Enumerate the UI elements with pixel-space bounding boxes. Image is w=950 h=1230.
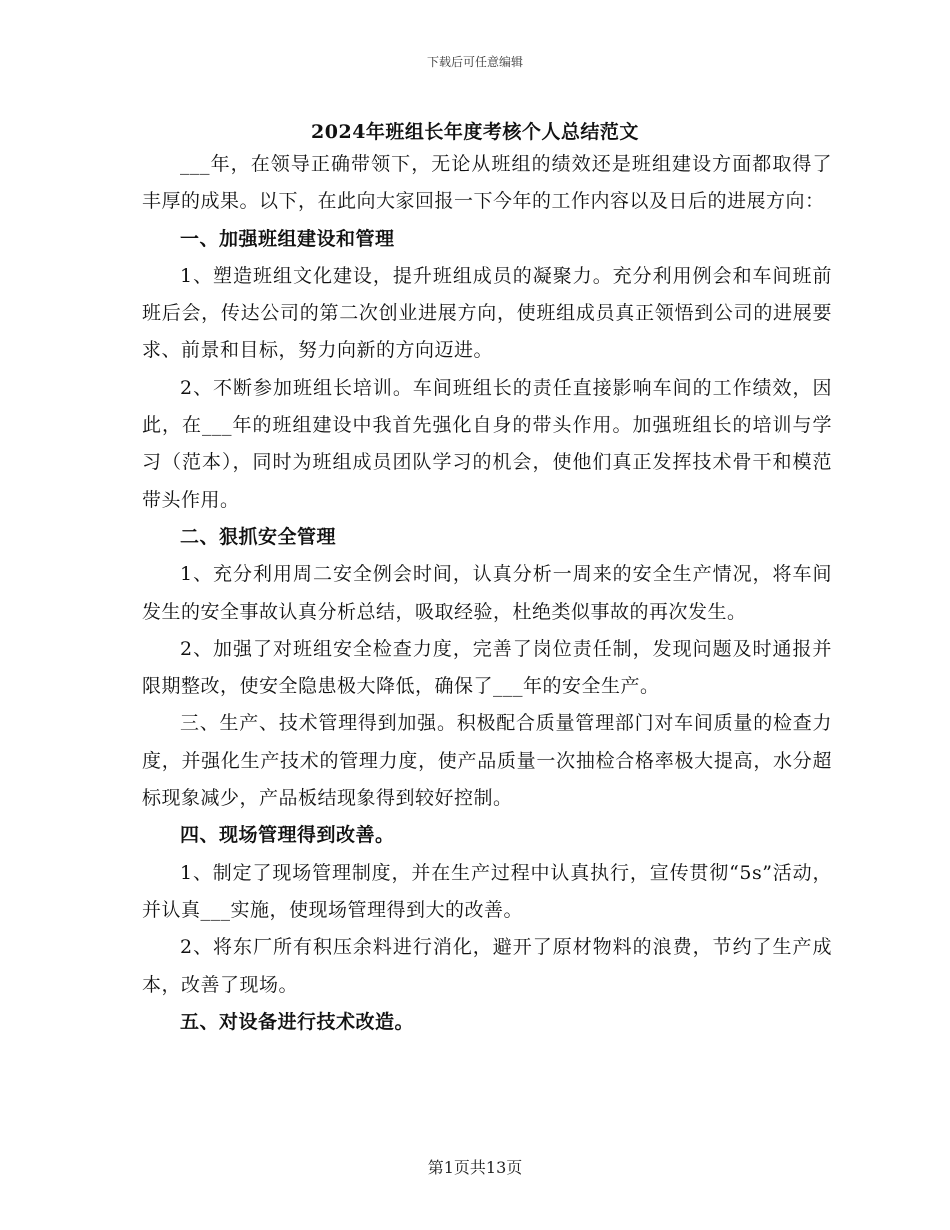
body-paragraph: 1、充分利用周二安全例会时间，认真分析一周来的安全生产情况，将车间发生的安全事故认真分析总结，吸取经验，杜绝类似事故的再次发生。 (142, 563, 832, 623)
section-heading-5: 五、对设备进行技术改造。 (180, 1010, 415, 1033)
section-heading-2: 二、狠抓安全管理 (180, 525, 337, 548)
body-paragraph: 1、制定了现场管理制度，并在生产过程中认真执行，宣传贯彻“5s”活动，并认真___实施，使现场管理得到大的改善。 (142, 861, 832, 921)
document-body (142, 146, 832, 1041)
body-paragraph: 1、塑造班组文化建设，提升班组成员的凝聚力。充分利用例会和车间班前班后会，传达公司的第二次创业进展方向，使班组成员真正领悟到公司的进展要求、前景和目标，努力向新的方向迈进。 (142, 264, 832, 362)
body-paragraph: 2、不断参加班组长培训。车间班组长的责任直接影响车间的工作绩效，因此，在___年的班组建设中我首先强化自身的带头作用。加强班组长的培训与学习（范本），同时为班组成员团队学习的机会，使他们真正发挥技术骨干和模范带头作用。 (142, 376, 832, 511)
section-heading-1: 一、加强班组建设和管理 (180, 227, 395, 250)
body-paragraph: 2、将东厂所有积压余料进行消化，避开了原材物料的浪费，节约了生产成本，改善了现场。 (142, 936, 832, 996)
body-paragraph: 三、生产、技术管理得到加强。积极配合质量管理部门对车间质量的检查力度，并强化生产技术的管理力度，使产品质量一次抽检合格率极大提高，水分超标现象减少，产品板结现象得到较好控制。 (142, 712, 832, 810)
document-title: 2024年班组长年度考核个人总结范文 (311, 121, 639, 143)
download-note: 下载后可任意编辑 (426, 55, 523, 69)
body-paragraph: 2、加强了对班组安全检查力度，完善了岗位责任制，发现问题及时通报并限期整改，使安全隐患极大降低，确保了___年的安全生产。 (142, 637, 832, 698)
page-number: 第1页共13页 (427, 1158, 523, 1177)
section-heading-4: 四、现场管理得到改善。 (180, 824, 395, 847)
intro-paragraph: ___年，在领导正确带领下，无论从班组的绩效还是班组建设方面都取得了丰厚的成果。以下，在此向大家回报一下今年的工作内容以及日后的进展方向： (142, 153, 832, 213)
